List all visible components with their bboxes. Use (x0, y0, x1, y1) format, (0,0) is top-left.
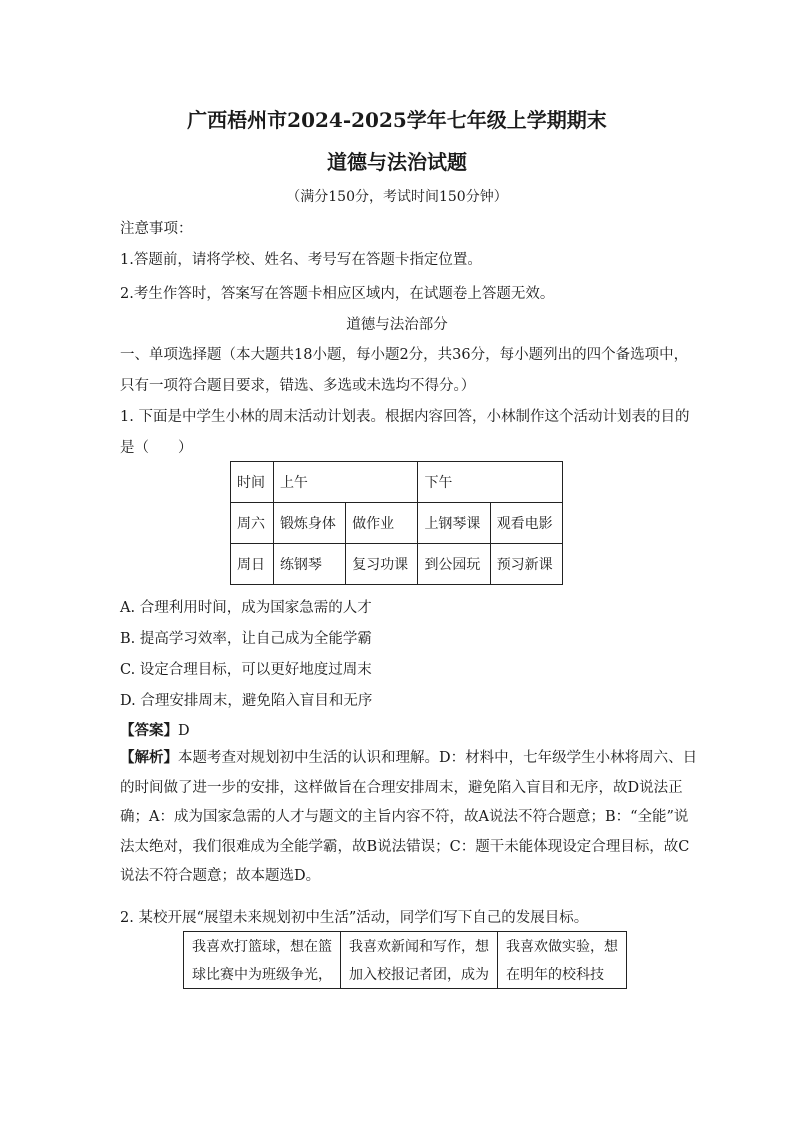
analysis-line: 的时间做了进一步的安排，这样做旨在合理安排周末，避免陷入盲目和无序，故D说法正 (120, 779, 683, 796)
table-cell: 锻炼身体 (273, 503, 345, 544)
exam-title: 广西梧州市2024-2025学年七年级上学期期末 (187, 108, 607, 132)
analysis-line: 确；A：成为国家急需的人才与题文的主旨内容不符，故A说法不符合题意；B：“全能”说 (120, 809, 689, 825)
table-cell: 在明年的校科技 (498, 960, 627, 989)
section-title: 道德与法治部分 (346, 317, 448, 333)
table-row (184, 960, 627, 989)
part1-heading: 只有一项符合题目要求，错选、多选或未选均不得分。） (120, 378, 476, 394)
q1-stem: 是（ ） (120, 440, 193, 456)
table-row (231, 503, 563, 544)
option-d: D. 合理安排周末，避免陷入盲目和无序 (120, 693, 373, 709)
option-c: C. 设定合理目标，可以更好地度过周末 (120, 662, 372, 678)
table-cell: 周六 (231, 503, 274, 544)
table-cell: 做作业 (346, 503, 418, 544)
note-item: 1.答题前，请将学校、姓名、考号写在答题卡指定位置。 (120, 252, 482, 268)
table-row (231, 544, 563, 585)
table-row (184, 932, 627, 961)
analysis-line: 法太绝对，我们很难成为全能学霸，故B说法错误；C：题干未能体现设定合理目标，故C (120, 838, 690, 855)
answer-line (120, 719, 190, 740)
goals-table (183, 931, 627, 989)
table-cell: 时间 (231, 462, 274, 503)
table-cell: 上午 (273, 462, 418, 503)
notes-heading: 注意事项： (120, 221, 193, 237)
exam-subject-title: 道德与法治试题 (327, 150, 467, 174)
analysis-text: 本题考查对规划初中生活的认识和理解。D：材料中，七年级学生小林将周六、日 (178, 750, 698, 766)
answer-label: 【答案】 (120, 722, 178, 739)
option-a: A. 合理利用时间，成为国家急需的人才 (120, 600, 372, 616)
analysis-label: 【解析】 (120, 749, 178, 766)
table-row (231, 462, 563, 503)
analysis-line (120, 743, 698, 774)
q2-stem: 2. 某校开展“展望未来规划初中生活”活动，同学们写下自己的发展目标。 (120, 910, 589, 926)
table-cell: 我喜欢做实验，想 (498, 932, 627, 961)
table-cell: 练钢琴 (273, 544, 345, 585)
table-cell: 到公园玩 (418, 544, 490, 585)
table-cell: 加入校报记者团，成为 (341, 960, 498, 989)
q1-stem: 1. 下面是中学生小林的周末活动计划表。根据内容回答，小林制作这个活动计划表的目的 (120, 409, 690, 425)
table-cell: 球比赛中为班级争光， (184, 960, 341, 989)
table-cell: 周日 (231, 544, 274, 585)
exam-subtitle: （满分150分，考试时间150分钟） (286, 189, 508, 205)
answer-value: D (178, 723, 190, 739)
table-cell: 下午 (418, 462, 563, 503)
table-cell: 上钢琴课 (418, 503, 490, 544)
weekend-plan-table (230, 461, 563, 585)
table-cell: 我喜欢新闻和写作，想 (341, 932, 498, 961)
note-item: 2.考生作答时，答案写在答题卡相应区域内，在试题卷上答题无效。 (120, 286, 555, 302)
analysis-block (120, 743, 698, 892)
analysis-line: 说法不符合题意；故本题选D。 (120, 868, 321, 884)
table-cell: 我喜欢打篮球，想在篮 (184, 932, 341, 961)
option-b: B. 提高学习效率，让自己成为全能学霸 (120, 631, 372, 647)
part1-heading: 一、单项选择题（本大题共18小题，每小题2分，共36分，每小题列出的四个备选项中， (120, 347, 689, 363)
table-cell: 预习新课 (490, 544, 562, 585)
table-cell: 复习功课 (346, 544, 418, 585)
table-cell: 观看电影 (490, 503, 562, 544)
